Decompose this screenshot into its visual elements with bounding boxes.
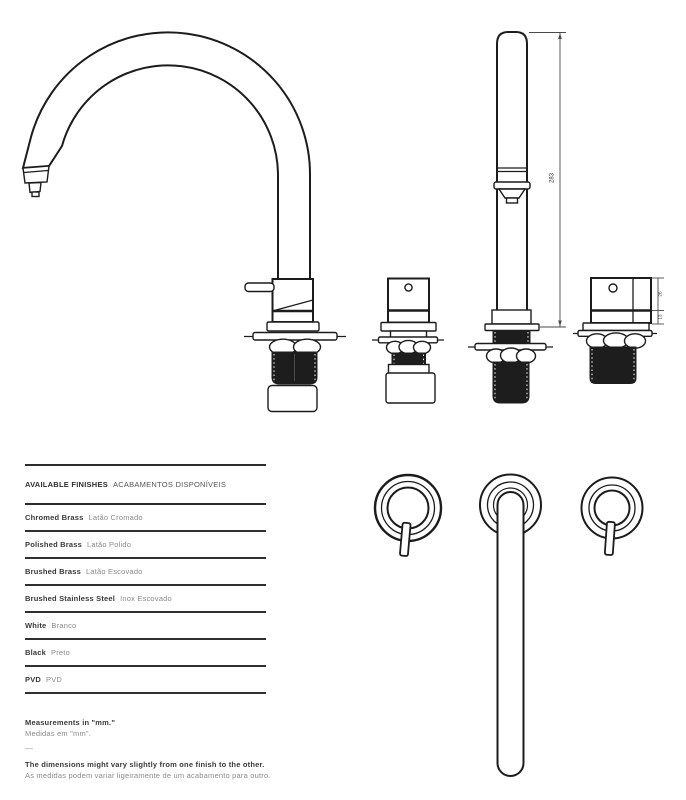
finish-name-pt: Branco <box>51 621 77 630</box>
dimension-spout-height <box>529 33 566 328</box>
spout-reach-top-view <box>498 492 524 776</box>
finishes-table-header <box>25 464 266 505</box>
lever-top-view <box>605 522 615 555</box>
finish-name-pt: Latão Escovado <box>85 567 143 576</box>
finish-name-en: Black <box>25 648 47 657</box>
finish-name-en: White <box>25 621 47 630</box>
handle-top-view-right <box>582 478 643 556</box>
finish-row-black <box>25 640 266 667</box>
finish-name-pt: Preto <box>51 648 70 657</box>
set-screw-icon <box>609 284 617 292</box>
supply-block <box>268 386 317 412</box>
dimension-label-handle-lower: 13 <box>657 314 663 320</box>
finish-name-en: PVD <box>25 675 42 684</box>
finish-row-pvd <box>25 667 266 694</box>
set-screw-icon <box>405 284 412 291</box>
faucet-front-view-drawing <box>468 32 566 403</box>
finish-name-en: Polished Brass <box>25 540 82 549</box>
note-measurements-pt: Medidas em "mm". <box>25 729 92 738</box>
finish-row-polished-brass <box>25 532 266 559</box>
note-divider: — <box>25 744 33 753</box>
finish-name-en: Chromed Brass <box>25 513 84 522</box>
dimension-handle-heights <box>652 278 664 324</box>
lever-handle <box>245 283 274 292</box>
finish-row-chromed-brass <box>25 505 266 532</box>
faucet-side-view-drawing <box>23 32 346 411</box>
finish-name-pt: Latão Polido <box>87 540 132 549</box>
finish-row-brushed-stainless-steel <box>25 586 266 613</box>
available-finishes-table <box>25 464 266 694</box>
faucet-top-view-drawing <box>480 475 541 777</box>
note-measurements-en: Measurements in "mm." <box>25 718 116 727</box>
handle-front-view-drawing <box>372 279 444 404</box>
finish-name-pt: Inox Escovado <box>120 594 172 603</box>
finishes-header-en: AVAILABLE FINISHES <box>25 480 108 489</box>
finish-name-pt: Latão Cromado <box>88 513 143 522</box>
finish-row-white <box>25 613 266 640</box>
dimension-label-handle-upper: 26 <box>657 291 663 297</box>
finishes-header-pt: ACABAMENTOS DISPONÍVEIS <box>112 480 227 489</box>
finish-name-en: Brushed Brass <box>25 567 81 576</box>
finish-row-brushed-brass <box>25 559 266 586</box>
footnotes <box>25 717 355 781</box>
finish-name-pt: PVD <box>46 675 63 684</box>
dimension-label-spout-height: 283 <box>549 172 556 184</box>
finish-name-en: Brushed Stainless Steel <box>25 594 116 603</box>
lever-top-view <box>400 523 411 557</box>
note-variance-en: The dimensions might vary slightly from one finish to the other. <box>25 760 265 769</box>
handle-top-view-left <box>375 475 441 556</box>
handle-side-view-drawing <box>573 278 664 384</box>
note-variance-pt: As medidas podem variar ligeiramente de um acabamento para outro. <box>25 771 271 780</box>
